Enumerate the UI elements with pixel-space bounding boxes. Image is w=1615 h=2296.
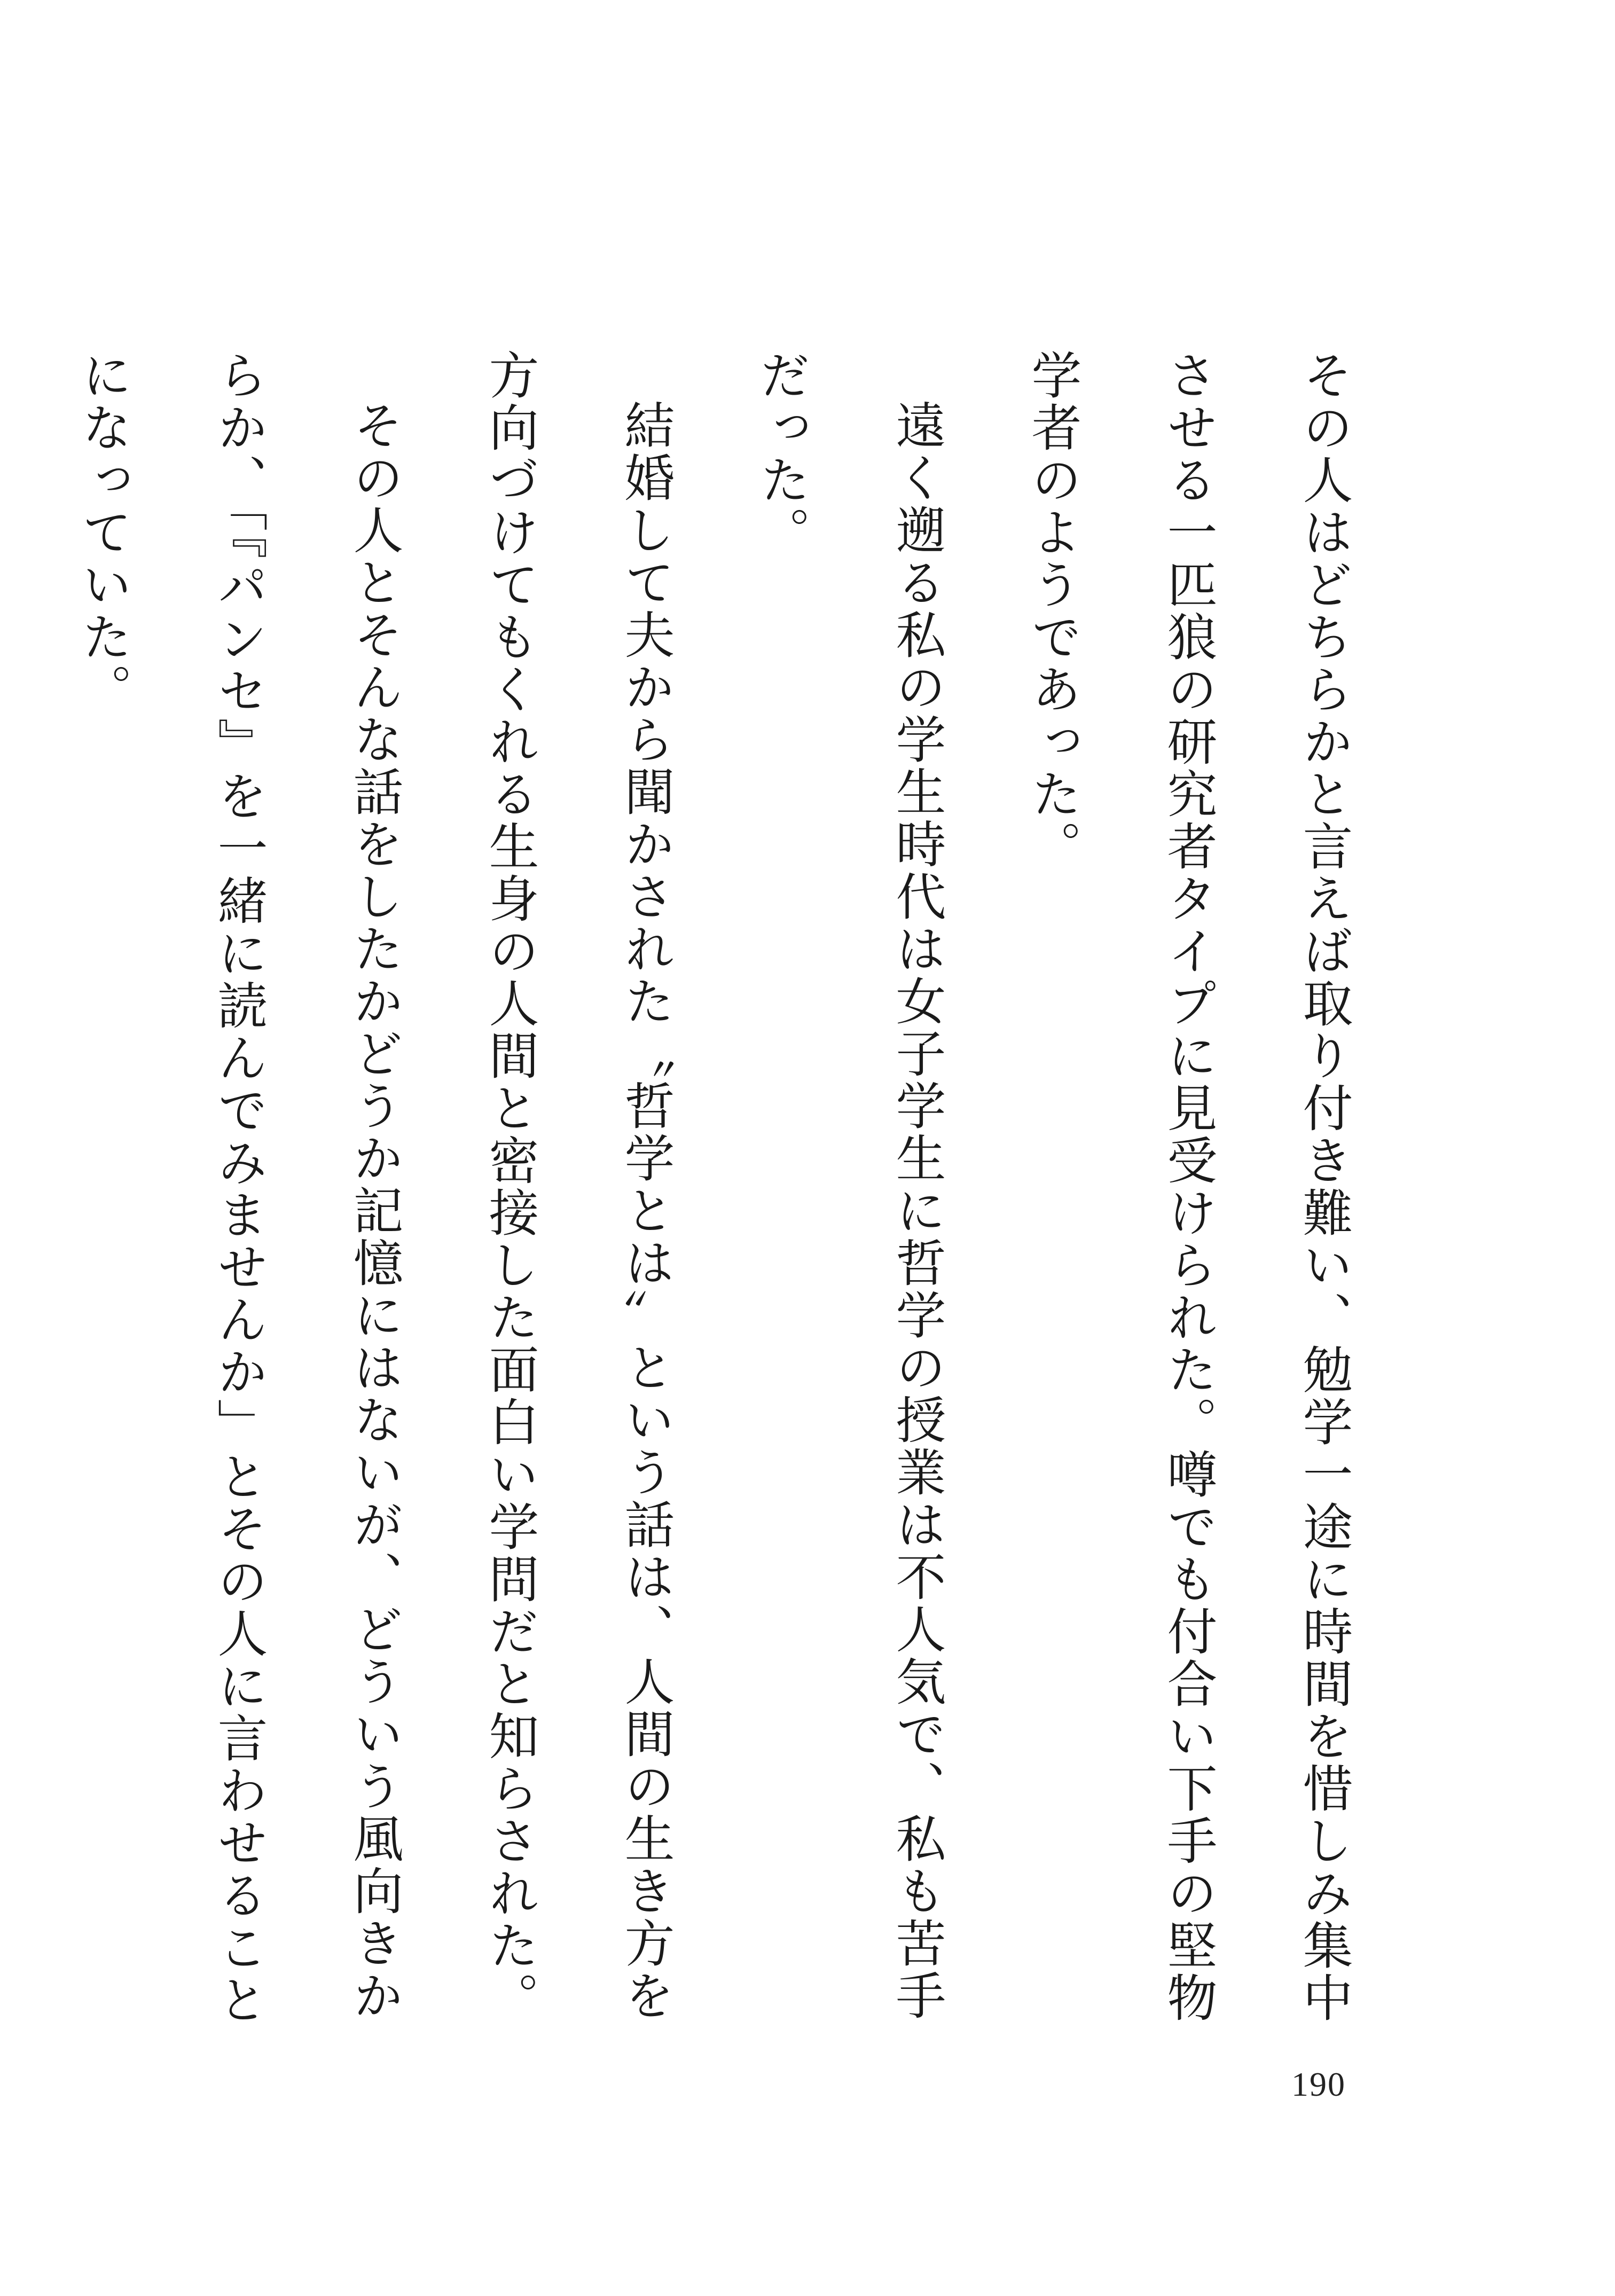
vertical-text-body: [73, 349, 1391, 2053]
paragraph-1: その人はどちらかと言えば取り付き難い、勉学一途に時間を惜しみ集中させる一匹狼の研究者タイプに見受けられた。噂でも付合い下手の堅物学者のようであった。: [1023, 349, 1352, 2024]
paragraph-4: その人とそんな話をしたかどうか記憶にはないが、どういう風向きからか、「『パンセ』を一緒に読んでみませんか」とその人に言わせることになっていた。: [73, 349, 403, 2026]
page-number: 190: [1291, 2065, 1346, 2103]
paragraph-3: 結婚して夫から聞かされた〝哲学とは〟という話は、人間の生き方を方向づけてもくれる生身の人間と密接した面白い学問だと知らされた。: [480, 349, 674, 2024]
paragraph-2: 遠く遡る私の学生時代は女子学生に哲学の授業は不人気で、私も苦手だった。: [751, 349, 945, 2022]
paragraph-5: [0, 349, 34, 2053]
